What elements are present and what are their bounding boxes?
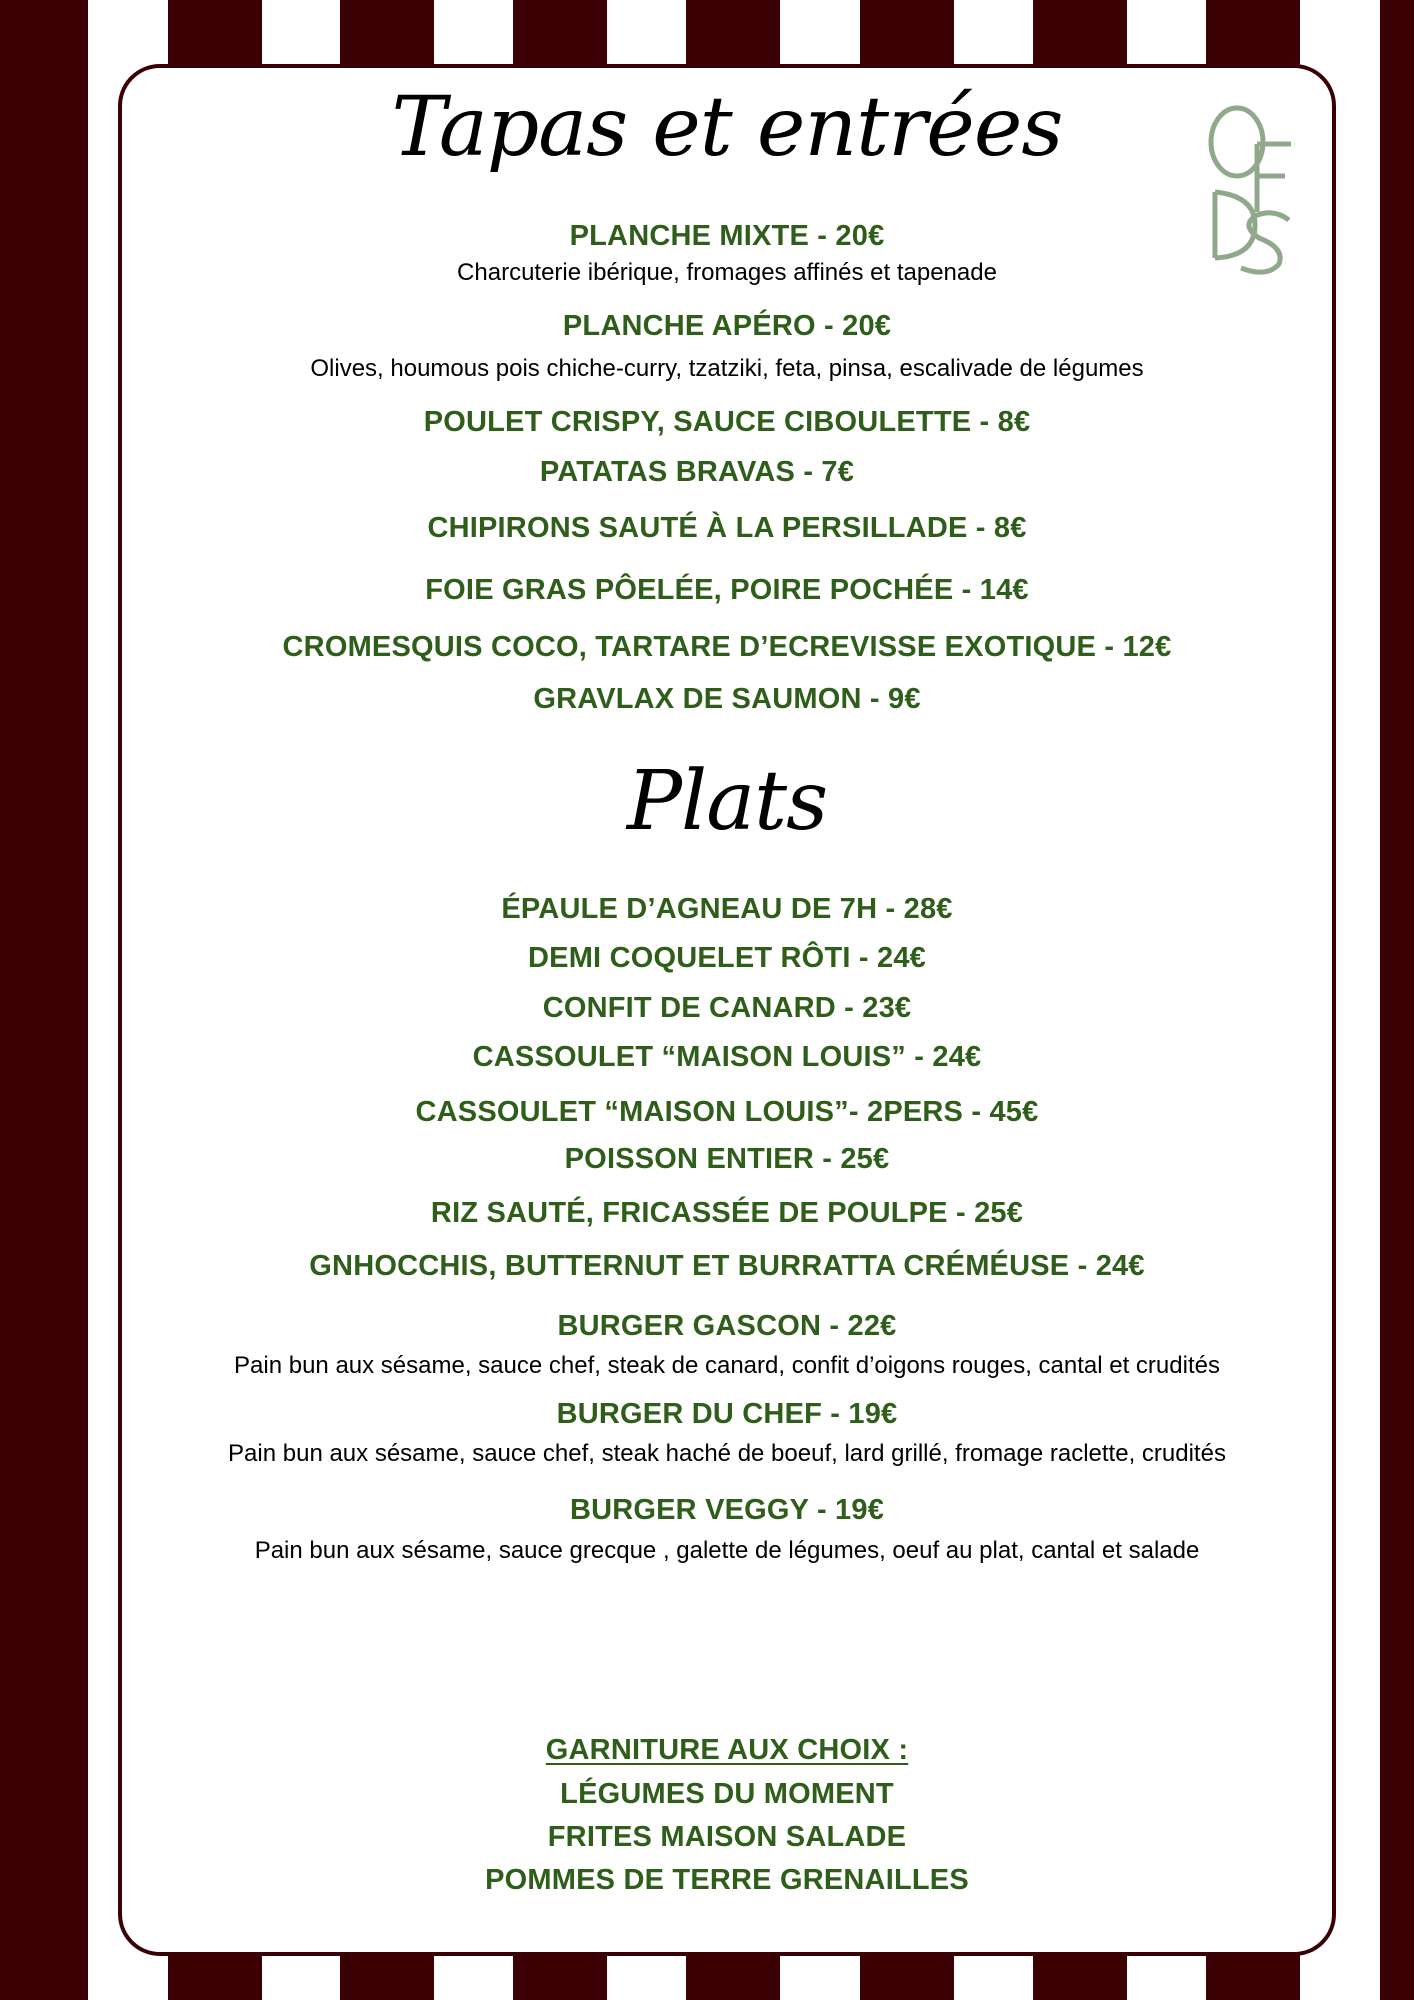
menu-item-description: Pain bun aux sésame, sauce chef, steak haché de boeuf, lard grillé, fromage raclette, crudités [228, 1440, 1226, 1467]
garniture-title: GARNITURE AUX CHOIX : [545, 1734, 909, 1766]
menu-item-name: GRAVLAX DE SAUMON - 9€ [533, 683, 921, 715]
menu-item-name: BURGER DU CHEF - 19€ [556, 1398, 898, 1430]
tapas-heading: Tapas et entrées [391, 80, 1063, 175]
menu-item-name: PLANCHE APÉRO - 20€ [562, 310, 892, 342]
menu-item-description: Charcuterie ibérique, fromages affinés et tapenade [457, 259, 997, 286]
menu-item-name: CASSOULET “MAISON LOUIS” - 24€ [472, 1041, 982, 1073]
garniture-option: LÉGUMES DU MOMENT [560, 1778, 894, 1810]
menu-item-description: Pain bun aux sésame, sauce chef, steak de canard, confit d’oigons rouges, cantal et crudités [234, 1352, 1220, 1379]
menu-item-description: Olives, houmous pois chiche-curry, tzatziki, feta, pinsa, escalivade de légumes [310, 355, 1144, 382]
menu-item-name: BURGER GASCON - 22€ [557, 1310, 897, 1342]
background-stripe [0, 0, 88, 2000]
garniture-option: POMMES DE TERRE GRENAILLES [485, 1864, 969, 1896]
menu-item-name: POULET CRISPY, SAUCE CIBOULETTE - 8€ [423, 406, 1031, 438]
menu-item-name: PATATAS BRAVAS - 7€ [539, 456, 855, 488]
menu-item-name: PLANCHE MIXTE - 20€ [569, 220, 885, 252]
menu-item-name: CONFIT DE CANARD - 23€ [542, 992, 912, 1024]
garniture-option: FRITES MAISON SALADE [547, 1821, 907, 1853]
background-stripe [1380, 0, 1414, 2000]
menu-item-name: DEMI COQUELET RÔTI - 24€ [528, 942, 926, 974]
menu-item-name: CASSOULET “MAISON LOUIS”- 2PERS - 45€ [415, 1096, 1039, 1128]
menu-item-name: CHIPIRONS SAUTÉ À LA PERSILLADE - 8€ [427, 512, 1027, 544]
menu-item-name: BURGER VEGGY - 19€ [569, 1494, 885, 1526]
menu-item-name: FOIE GRAS PÔELÉE, POIRE POCHÉE - 14€ [425, 574, 1029, 606]
menu-item-name: CROMESQUIS COCO, TARTARE D’ECREVISSE EXOTIQUE - 12€ [282, 631, 1172, 663]
menu-item-name: RIZ SAUTÉ, FRICASSÉE DE POULPE - 25€ [430, 1197, 1024, 1229]
menu-item-name: GNHOCCHIS, BUTTERNUT ET BURRATTA CRÉMÉUSE - 24€ [309, 1250, 1145, 1282]
menu-item-name: POISSON ENTIER - 25€ [564, 1143, 890, 1175]
menu-item-description: Pain bun aux sésame, sauce grecque , galette de légumes, oeuf au plat, cantal et salade [254, 1537, 1200, 1564]
plats-heading: Plats [626, 754, 828, 849]
menu-item-name: ÉPAULE D’AGNEAU DE 7H - 28€ [501, 893, 953, 925]
